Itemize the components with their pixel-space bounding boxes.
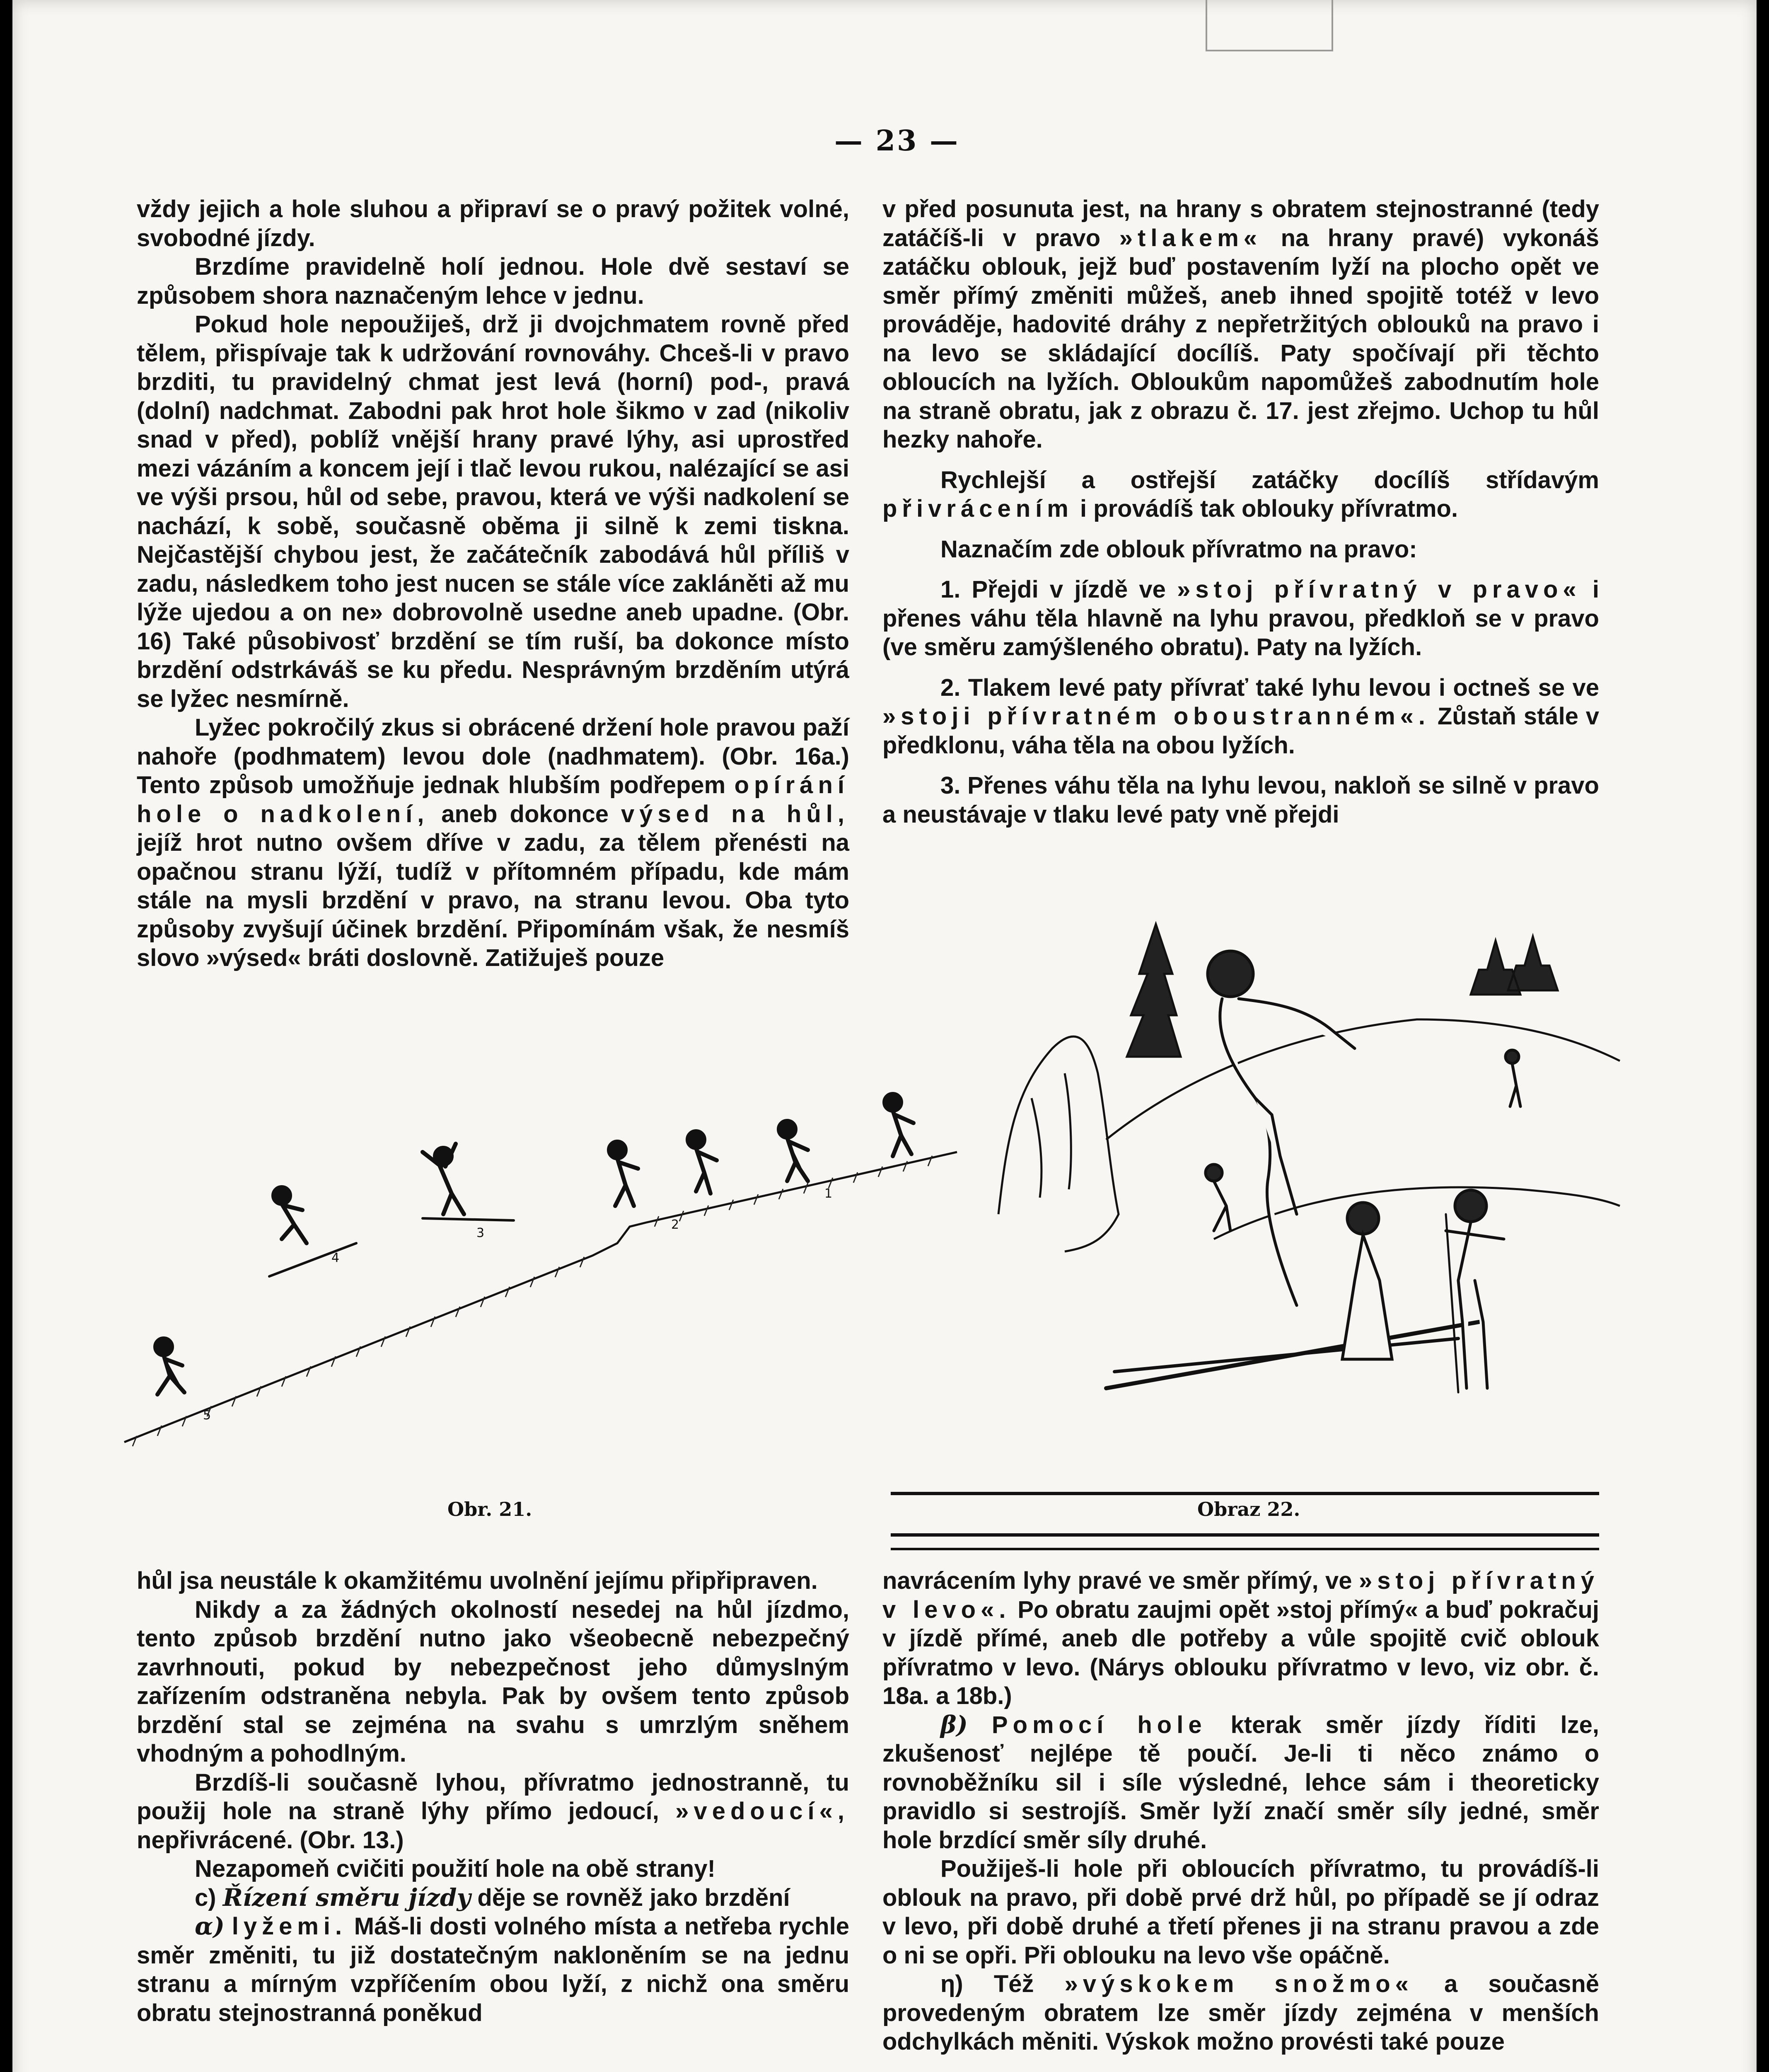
paragraph: Brzdíme pravidelně holí jednou. Hole dvě sestaví se způsobem shora naznačeným lehce v jednu. [137, 253, 849, 309]
paragraph: Nikdy a za žádných okolností nesedej na hůl jízdmo, tento způsob brzdění nutno jako všeobecně nebezpečný zavrhnouti, pokud by nebezpečnost jeho důmyslným zařízením odstraněna nebyla. Pak by ovšem tento způsob brzdění stal se zejména na svahu s umrzlým sněhem vhodným a pohodlným. [137, 1596, 849, 1767]
paragraph: α) lyžemi. Máš-li dosti volného místa a netřeba rychle směr změniti, tu již dostatečným nakloněním se na jednu stranu a mírným vzpříčením obou lyží, z nichž ona směru obratu stejnostranná poněkud [137, 1912, 849, 2026]
spaced-emphasis: »výskokem snožmo« [1064, 1970, 1414, 1997]
figure-label: 2 [671, 1218, 679, 1232]
right-column-bottom [882, 1566, 1599, 2056]
spaced-emphasis: »stoj přívratný v pravo« [1177, 576, 1581, 603]
divider-rule [891, 1548, 1599, 1550]
fir-tree [1127, 924, 1181, 1057]
figure-label: 4 [331, 1251, 340, 1265]
distant-skier [1206, 1164, 1222, 1181]
italic-heading: Řízení směru jízdy [222, 1883, 471, 1912]
hill-line [1106, 1019, 1620, 1140]
ski-pole [1446, 1214, 1458, 1392]
rock-formation [998, 1036, 1119, 1251]
spaced-emphasis: lyžemi. [232, 1913, 347, 1940]
paragraph: navrácením lyhy pravé ve směr přímý, ve »stoj přívratný v levo«. Po obratu zaujmi opět »stoj přímý« a buď pokračuj v jízdě přímé, aneb dle potřeby a vůle spojitě cvič oblouk přívratmo v levo. (Nárys oblouku přívratmo v levo, viz obr. č. 18a. a 18b.) [882, 1567, 1600, 1709]
figure-22-illustration [982, 924, 1620, 1488]
divider-rule [891, 1492, 1599, 1495]
figure-21-caption: Obr. 21. [447, 1498, 532, 1520]
paragraph: β) Pomocí hole kterak směr jízdy říditi lze, zkušenosť nejlépe tě poučí. Je-li ti něco známo o rovnoběžníku sil i síle výsledné, lehce sám i theoreticky pravidlo si sestrojíš. Směr lyží značí směr síly jedné, směr hole brzdící směr síly druhé. [882, 1710, 1599, 1854]
right-column-top [882, 195, 1599, 829]
ski-jumper-body [1220, 999, 1297, 1305]
paragraph: 3. Přenes váhu těla na lyhu levou, nakloň se silně v pravo a neustávaje v tlaku levé paty vně přejdi [882, 772, 1599, 828]
spaced-emphasis: »vedoucí«, [675, 1798, 849, 1825]
left-column-top [137, 195, 849, 973]
spaced-emphasis: přivrácením [882, 495, 1073, 522]
spaced-emphasis: »stoj přívratný v levo«. [882, 1567, 1600, 1623]
paragraph: Brzdíš-li současně lyhou, přívratmo jednostranně, tu použij hole na straně lýhy přímo jedoucí, »vedoucí«, nepřivrácené. (Obr. 13.) [137, 1769, 849, 1854]
fir-tree [1471, 937, 1558, 995]
figure-label: 3 [476, 1226, 485, 1240]
paragraph: η) Též »výskokem snožmo« a současně provedeným obratem lze směr jízdy zejména v menších odchylkách měniti. Výskok možno provésti také pouze [882, 1970, 1599, 2055]
spaced-emphasis: »tlakem« [1119, 224, 1262, 252]
skier-figure [779, 1121, 795, 1138]
spectator-woman [1347, 1203, 1379, 1234]
paragraph: 2. Tlakem levé paty přívrať také lyhu levou i octneš se ve »stoji přívratném oboustranném«. Zůstaň stále v předklonu, váha těla na obou lyžích. [882, 674, 1599, 759]
paragraph: Lyžec pokročilý zkus si obrácené držení hole pravou paží nahoře (podhmatem) levou dole (nadhmatem). (Obr. 16a.) Tento způsob umožňuje jednak hlubším podřepem opírání hole o nadkolení, aneb dokonce výsed na hůl, jejíž hrot nutno ovšem dříve v zadu, za tělem přenésti na opačnou stranu lýží, tudíž v přítomném případu, kde mám stále na mysli brzdění v pravo, na stranu levou. Oba tyto způsoby zvyšují účinek brzdění. Připomínám však, že nesmíš slovo »výsed« bráti doslovně. Zatižuješ pouze [137, 714, 849, 971]
figure-label: 5 [203, 1408, 211, 1423]
left-column-bottom [137, 1566, 849, 2027]
paragraph: vždy jejich a hole sluhou a připraví se o pravý požitek volné, svobodné jízdy. [137, 196, 849, 252]
page-number: — 23 — [834, 124, 959, 157]
spaced-emphasis: výsed na hůl, [621, 800, 849, 828]
paragraph: v před posunuta jest, na hrany s obratem stejnostranné (tedy zatáčíš-li v pravo »tlakem« na hrany pravé) vykonáš zatáčku oblouk, jejž buď postavením lyží na plocho opět ve směr přímý změniti můžeš, aneb ihned spojitě totéž v levo prováděje, hadovité dráhy z nepřetržitých oblouků na pravo i na levo se skládající docílíš. Paty spočívají při těchto obloucích na lyžích. Obloukům napomůžeš zabodnutím hole na straně obratu, jak z obrazu č. 17. jest zřejmo. Uchop tu hůl hezky nahoře. [882, 196, 1599, 453]
page-sheet [12, 0, 1757, 2072]
paragraph: Pokud hole nepoužiješ, drž ji dvojchmatem rovně před tělem, přispívaje tak k udržování rovnováhy. Chceš-li v pravo brzditi, tu pravidelný chmat jest levá (horní) pod-, pravá (dolní) nadchmat. Zabodni pak hrot hole šikmo v zad (nikoliv snad v před), poblíž vnější hrany pravé lýhy, asi uprostřed mezi vázáním a koncem její i tlač levou rukou, nalézající se asi ve výši prsou, hůl od sebe, pravou, která ve výši nadkolení se nachází, k sobě, současně oběma ji silně k zemi tiskna. Nejčastější chybou jest, že začátečník zabodává hůl příliš v zadu, následkem toho jest nucen se stále více zakláněti až mu lýže ujedou a on ne» dobrovolně usedne aneb upadne. (Obr. 16) Také působivosť brzdění se tím ruší, ba dokonce místo brzdění odstrkáváš se ku předu. Nesprávným brzděním utýrá se lyžec nesmírně. [137, 311, 849, 712]
figure-label: 1 [824, 1186, 833, 1201]
divider-rule [891, 1533, 1599, 1537]
paragraph: Rychlejší a ostřejší zatáčky docílíš střídavým přivrácením i provádíš tak oblouky přívratmo. [882, 466, 1599, 522]
paragraph: Nezapomeň cvičiti použití hole na obě strany! [195, 1855, 715, 1882]
skier-figure [688, 1131, 704, 1148]
ski-jumper-head [1208, 951, 1253, 997]
spaced-emphasis: opírání hole o nadkolení, [137, 772, 849, 828]
paragraph: Použiješ-li hole při obloucích přívratmo, tu provádíš-li oblouk na pravo, při době prvé drž hůl, po případě se jí odraz v levo, při době druhé a třetí přenes ji na stranu pravou a zde o ni se opři. Při oblouku na levo vše opáčně. [882, 1855, 1599, 1969]
distant-skier [1506, 1050, 1519, 1063]
paragraph: hůl jsa neustále k okamžitému uvolnění jejímu připřipraven. [137, 1567, 818, 1594]
paragraph: 1. Přejdi v jízdě ve »stoj přívratný v pravo« i přenes váhu těla hlavně na lyhu pravou, předkloň se v pravo (ve směru zamýšleného obratu). Paty na lyžích. [882, 576, 1599, 661]
section-heading: c) Řízení směru jízdy děje se rovněž jako brzdění [195, 1883, 790, 1912]
ski [1114, 1339, 1458, 1372]
figure-21-illustration [108, 1061, 969, 1475]
skier-figure [273, 1187, 290, 1204]
skier-figure [885, 1094, 901, 1111]
skier-figure [155, 1339, 172, 1355]
paragraph: Naznačím zde oblouk přívratmo na pravo: [940, 535, 1417, 563]
spectator-man [1455, 1190, 1486, 1222]
spaced-emphasis: Pomocí hole [991, 1711, 1207, 1738]
skier-figure [609, 1142, 626, 1158]
archive-stamp [1206, 0, 1333, 51]
spaced-emphasis: »stoji přívratném oboustranném«. [882, 703, 1431, 730]
slope-hatching [133, 1156, 932, 1446]
figure-22-caption: Obraz 22. [1197, 1498, 1300, 1520]
